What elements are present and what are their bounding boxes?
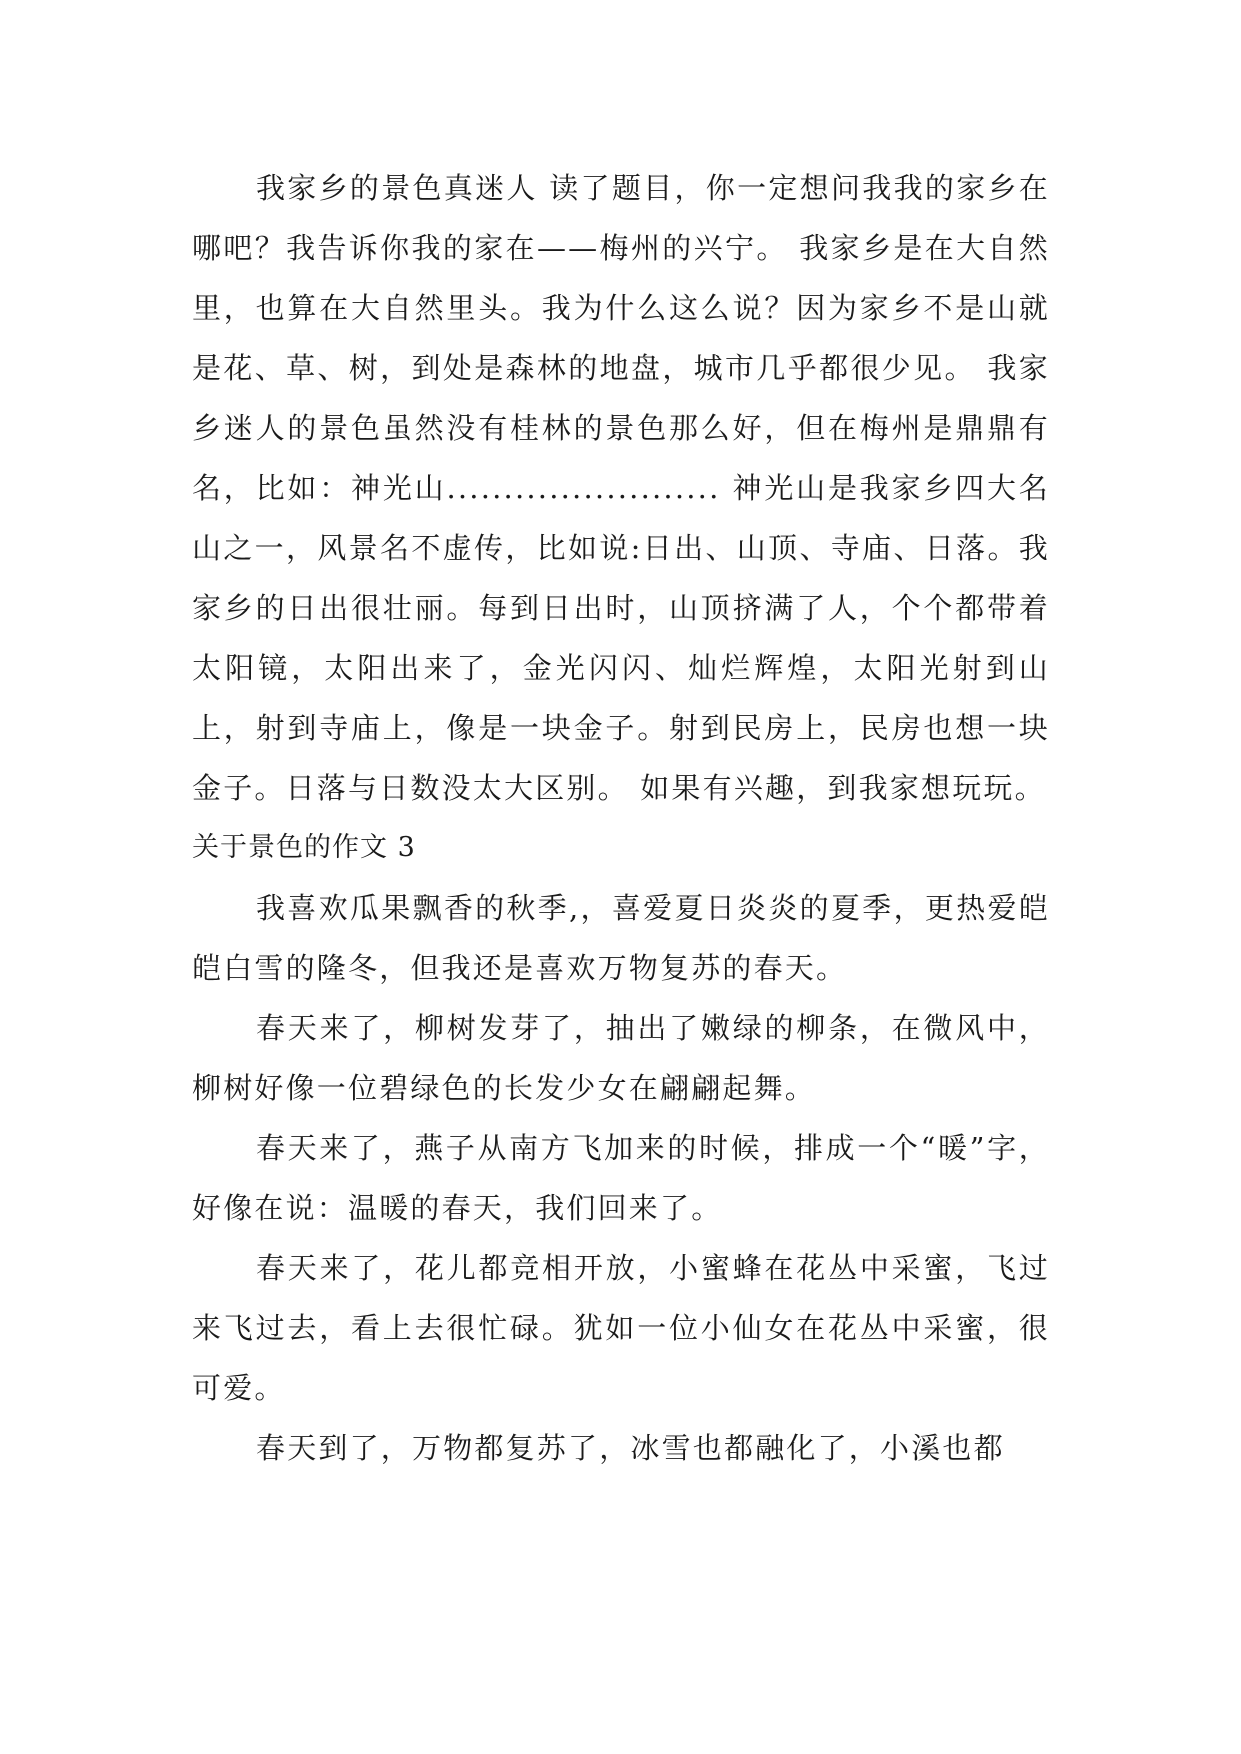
body-paragraph: 春天来了，柳树发芽了，抽出了嫩绿的柳条，在微风中，柳树好像一位碧绿色的长发少女在翩翩起舞。	[192, 1011, 1050, 1105]
body-paragraph: 我家乡的景色真迷人 读了题目，你一定想问我我的家乡在哪吧？我告诉你我的家在——梅州的兴宁。 我家乡是在大自然里，也算在大自然里头。我为什么这么说？因为家乡不是山就是花、草、树，到处是森林的地盘，城市几乎都很少见。 我家乡迷人的景色虽然没有桂林的景色那么好，但在梅州是鼎鼎有名，比如：神光山........................ 神光山是我家乡四大名山之一，风景名不虚传，比如说:日出、山顶、寺庙、日落。我家乡的日出很壮丽。每到日出时，山顶挤满了人，个个都带着太阳镜，太阳出来了，金光闪闪、灿烂辉煌，太阳光射到山上，射到寺庙上，像是一块金子。射到民房上，民房也想一块金子。日落与日数没太大区别。 如果有兴趣，到我家想玩玩。	[192, 171, 1050, 805]
body-paragraph: 春天到了，万物都复苏了，冰雪也都融化了，小溪也都	[256, 1431, 1005, 1465]
document-body	[192, 158, 1050, 1478]
body-paragraph: 我喜欢瓜果飘香的秋季,，喜爱夏日炎炎的夏季，更热爱皑皑白雪的隆冬，但我还是喜欢万物复苏的春天。	[192, 891, 1050, 985]
body-paragraph: 春天来了，燕子从南方飞加来的时候，排成一个“暖”字，好像在说：温暖的春天，我们回来了。	[192, 1131, 1050, 1225]
body-paragraph: 春天来了，花儿都竞相开放，小蜜蜂在花丛中采蜜，飞过来飞过去，看上去很忙碌。犹如一位小仙女在花丛中采蜜，很可爱。	[192, 1251, 1050, 1405]
section-title: 关于景色的作文 3	[192, 832, 416, 863]
